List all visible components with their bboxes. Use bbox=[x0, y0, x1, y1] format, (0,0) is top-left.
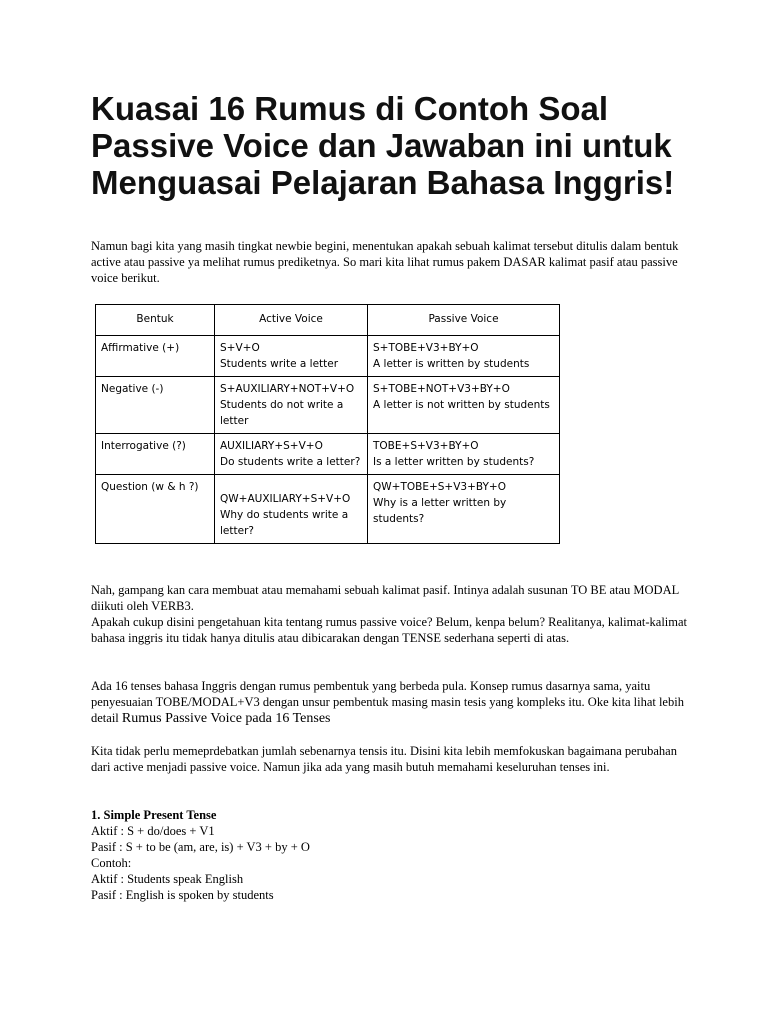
paragraph-tobe bbox=[91, 582, 691, 646]
cell-passive bbox=[368, 475, 560, 544]
section-heading: 1. Simple Present Tense bbox=[91, 808, 217, 822]
passive-formula: QW+TOBE+S+V3+BY+O bbox=[373, 481, 506, 493]
header-bentuk: Bentuk bbox=[96, 305, 215, 336]
active-example: Students do not write a letter bbox=[220, 399, 344, 427]
cell-form: Interrogative (?) bbox=[96, 434, 215, 475]
active-formula: S+AUXILIARY+NOT+V+O bbox=[220, 383, 355, 395]
paragraph-16-tenses-text: Ada 16 tenses bahasa Inggris dengan rumus pembentuk yang berbeda pula. Konsep rumus dasarnya sama, yaitu penyesuaian TOBE/MODAL+V3 dengan unsur pembentuk masing masin tesis yang kompleks itu. Oke kita lihat lebih detail bbox=[91, 679, 684, 725]
cell-active bbox=[215, 377, 368, 434]
table-row bbox=[96, 475, 560, 544]
cell-active bbox=[215, 336, 368, 377]
passive-example: A letter is not written by students bbox=[373, 399, 550, 411]
active-formula: AUXILIARY+S+V+O bbox=[220, 440, 323, 452]
passive-formula: TOBE+S+V3+BY+O bbox=[373, 440, 479, 452]
passive-voice-table bbox=[95, 304, 560, 544]
formula-line: Aktif : S + do/does + V1 bbox=[91, 824, 215, 838]
page-title: Kuasai 16 Rumus di Contoh Soal Passive Voice dan Jawaban ini untuk Menguasai Pelajaran Bahasa Inggris! bbox=[91, 90, 675, 201]
formula-line: Pasif : S + to be (am, are, is) + V3 + by + O bbox=[91, 840, 310, 854]
cell-passive bbox=[368, 336, 560, 377]
cell-passive bbox=[368, 377, 560, 434]
paragraph-tense-text: Apakah cukup disini pengetahuan kita tentang rumus passive voice? Belum, kenpa belum? Realitanya, kalimat-kalimat bahasa inggris itu tidak hanya ditulis atau dibicarakan dengan TENSE sederhana seperti di atas. bbox=[91, 615, 688, 645]
cell-form: Negative (-) bbox=[96, 377, 215, 434]
passive-example: Is a letter written by students? bbox=[373, 456, 535, 468]
passive-example: Why is a letter written by students? bbox=[373, 497, 507, 525]
header-passive: Passive Voice bbox=[368, 305, 560, 336]
cell-active bbox=[215, 434, 368, 475]
intro-paragraph: Namun bagi kita yang masih tingkat newbie begini, menentukan apakah sebuah kalimat tersebut ditulis dalam bentuk active atau passive ya melihat rumus prediketnya. So mari kita lihat rumus pakem DASAR kalimat pasif atau passive voice berikut. bbox=[91, 239, 679, 285]
table-row bbox=[96, 434, 560, 475]
active-example: Students write a letter bbox=[220, 358, 339, 370]
active-example: Why do students write a letter? bbox=[220, 509, 349, 537]
cell-form: Affirmative (+) bbox=[96, 336, 215, 377]
paragraph-tobe-text: Nah, gampang kan cara membuat atau memahami sebuah kalimat pasif. Intinya adalah susunan TO BE atau MODAL diikuti oleh VERB3. bbox=[91, 583, 679, 613]
formula-line: Pasif : English is spoken by students bbox=[91, 888, 274, 902]
passive-example: A letter is written by students bbox=[373, 358, 530, 370]
cell-active bbox=[215, 475, 368, 544]
section-simple-present bbox=[91, 807, 310, 903]
tenses-link[interactable]: Rumus Passive Voice pada 16 Tenses bbox=[121, 711, 331, 726]
active-formula: S+V+O bbox=[220, 342, 260, 354]
table-row bbox=[96, 377, 560, 434]
passive-formula: S+TOBE+V3+BY+O bbox=[373, 342, 479, 354]
table-header-row bbox=[96, 305, 560, 336]
header-active: Active Voice bbox=[215, 305, 368, 336]
passive-formula: S+TOBE+NOT+V3+BY+O bbox=[373, 383, 510, 395]
active-formula: QW+AUXILIARY+S+V+O bbox=[220, 493, 351, 505]
active-example: Do students write a letter? bbox=[220, 456, 361, 468]
paragraph-16-tenses bbox=[91, 678, 691, 727]
formula-line: Contoh: bbox=[91, 856, 132, 870]
paragraph-focus: Kita tidak perlu memeprdebatkan jumlah sebenarnya tensis itu. Disini kita lebih memfokuskan bagaimana perubahan dari active menjadi passive voice. Namun jika ada yang masih butuh memahami keseluruhan tenses ini. bbox=[91, 744, 677, 774]
cell-passive bbox=[368, 434, 560, 475]
formula-line: Aktif : Students speak English bbox=[91, 872, 244, 886]
cell-form: Question (w & h ?) bbox=[96, 475, 215, 544]
table-row bbox=[96, 336, 560, 377]
